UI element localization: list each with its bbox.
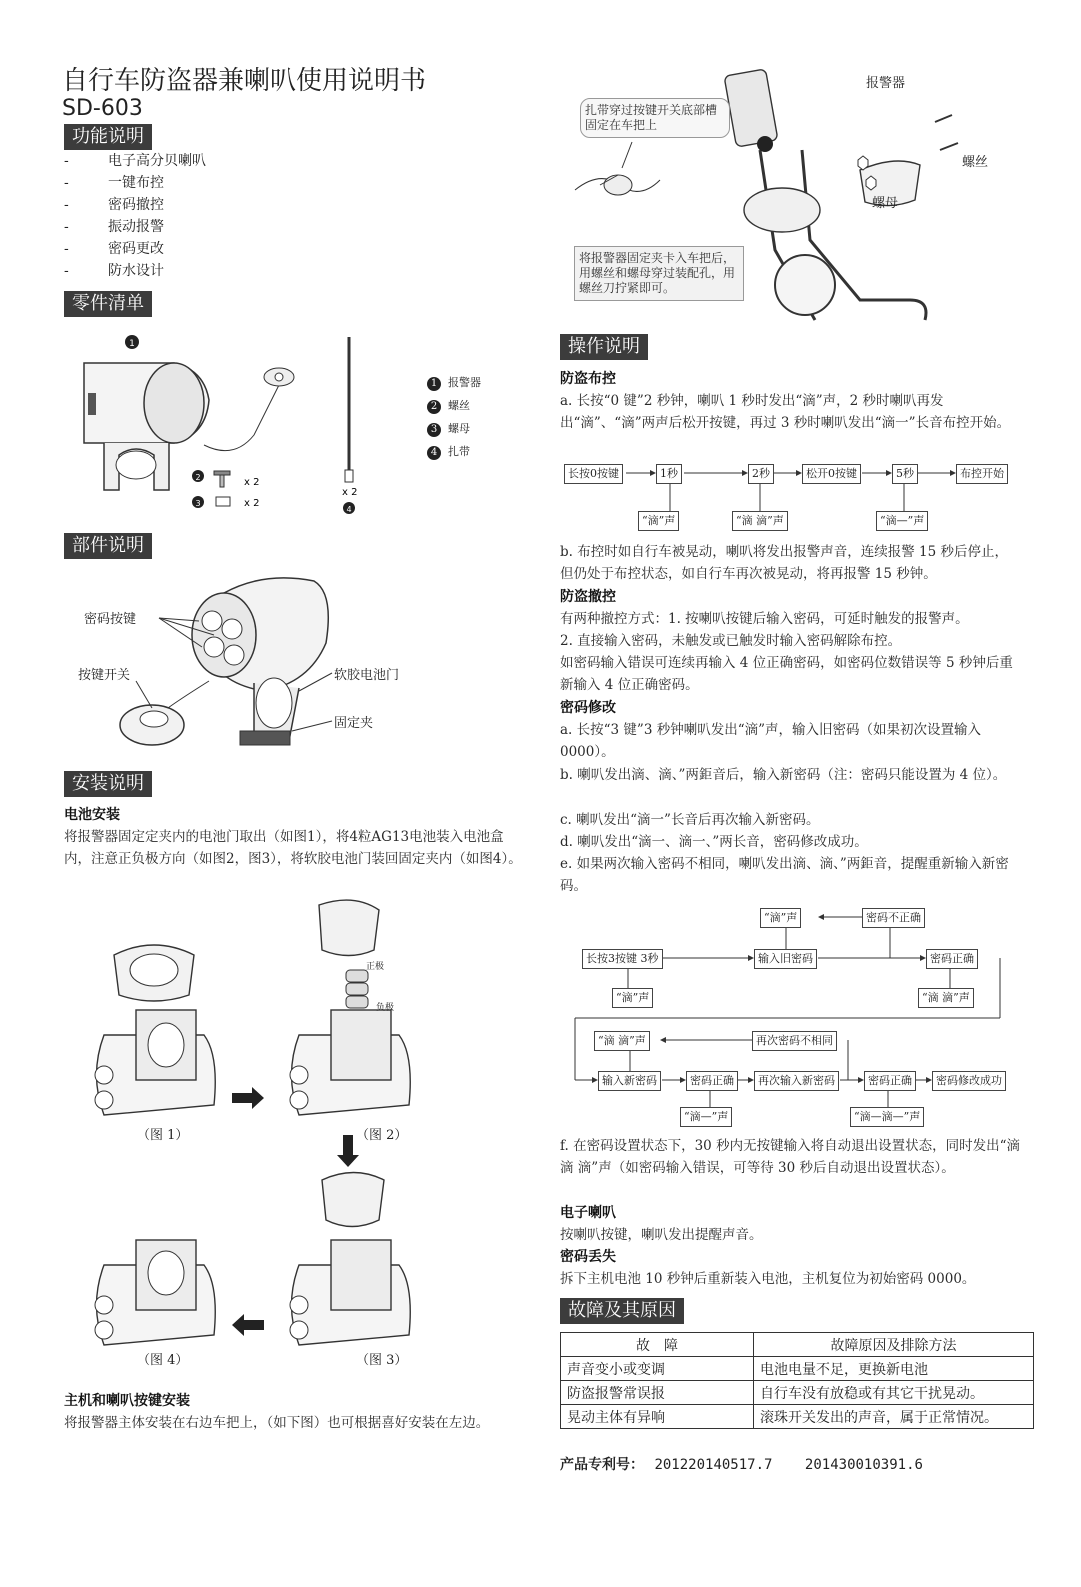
- svg-text:2: 2: [195, 473, 201, 482]
- label-negative: 负极: [376, 1003, 395, 1013]
- flow2-node: 输入新密码: [598, 1071, 661, 1091]
- model-number: SD-603: [62, 96, 143, 121]
- fig3-caption: （图 3）: [356, 1353, 408, 1368]
- battery-figures: [64, 895, 524, 1375]
- table-header: 故障原因及排除方法: [754, 1333, 1034, 1357]
- flow1-step: 2秒: [748, 464, 774, 484]
- legend-item: 1 报警器: [427, 371, 481, 394]
- feature-item: - 电子高分贝喇叭: [64, 153, 206, 169]
- table-cell: 晃动主体有异响: [561, 1405, 754, 1429]
- legend-item: 4 扎带: [427, 440, 481, 463]
- flow1-step: 松开0按键: [802, 464, 861, 484]
- flow2-node: “滴”声: [760, 908, 801, 928]
- arm-title: 防盗布控: [560, 371, 616, 387]
- svg-text:3: 3: [195, 499, 201, 508]
- disarm-text-2: 2. 直接输入密码，未触发或已触发时输入密码解除布控。: [560, 633, 902, 649]
- flow1-sound: “滴”声: [638, 511, 679, 531]
- label-clip: 固定夹: [334, 716, 374, 731]
- change-title: 密码修改: [560, 700, 616, 716]
- password-change-flowchart: [570, 902, 1020, 1132]
- lost-title: 密码丢失: [560, 1249, 616, 1265]
- fig2-caption: （图 2）: [356, 1128, 408, 1143]
- table-cell: 声音变小或变调: [561, 1357, 754, 1381]
- arm-text-b: b. 布控时如自行车被晃动，喇叭将发出报警声音，连续报警 15 秒后停止，但仍处于布控状态，如自行车再次被晃动，将再报警 15 秒钟。: [560, 544, 1008, 582]
- lost-text: 拆下主机电池 10 秒钟后重新装入电池，主机复位为初始密码 0000。: [560, 1271, 976, 1287]
- label-screw: 螺丝: [962, 155, 989, 170]
- svg-text:x 2: x 2: [244, 477, 260, 488]
- disarm-text-1: 有两种撤控方式：1. 按喇叭按键后输入密码，可延时触发的报警声。: [560, 611, 969, 627]
- trouble-table: [560, 1332, 1034, 1429]
- mount-note-clip: 将报警器固定夹卡入车把后，用螺丝和螺母穿过装配孔，用螺丝刀拧紧即可。: [574, 246, 744, 301]
- table-row: [561, 1381, 1034, 1405]
- svg-text:x 2: x 2: [244, 498, 260, 509]
- table-cell: 防盗报警常误报: [561, 1381, 754, 1405]
- mount-note-strap: 扎带穿过按键开关底部槽固定在车把上: [580, 98, 730, 138]
- horn-text: 按喇叭按键，喇叭发出提醒声音。: [560, 1227, 763, 1243]
- table-cell: 滚珠开关发出的声音，属于正常情况。: [754, 1405, 1034, 1429]
- table-cell: 电池电量不足，更换新电池: [754, 1357, 1034, 1381]
- flow1-step: 1秒: [656, 464, 682, 484]
- patent-number: 201430010391.6: [804, 1457, 923, 1473]
- patent-number: 201220140517.7: [654, 1457, 773, 1473]
- parts-illustration: [64, 325, 404, 525]
- label-password-keys: 密码按键: [84, 612, 137, 627]
- figure-1: [95, 945, 215, 1115]
- fig4-caption: （图 4）: [137, 1353, 189, 1368]
- feature-item: - 一键布控: [64, 175, 164, 191]
- disarm-title: 防盗撤控: [560, 589, 616, 605]
- change-text-b: b. 喇叭发出滴、滴、”两鉅音后，输入新密码（注：密码只能设置为 4 位）。: [560, 767, 1007, 783]
- battery-install-text: 将报警器固定定夹内的电池门取出（如图1），将4粒AG13电池装入电池盒内，注意正负极方向（如图2，图3），将软胶电池门装回固定夹内（如图4）。: [64, 829, 522, 867]
- change-text-d: d. 喇叭发出“滴一、滴一、”两长音，密码修改成功。: [560, 834, 868, 850]
- parts-legend: [427, 371, 481, 463]
- feature-item: - 密码更改: [64, 241, 164, 257]
- main-install-text: 将报警器主体安装在右边车把上，（如下图）也可根据喜好安装在左边。: [64, 1415, 490, 1431]
- flow2-node: 再次密码不相同: [752, 1031, 837, 1051]
- table-row: [561, 1405, 1034, 1429]
- section-parts-header: 零件清单: [64, 291, 152, 317]
- flow2-node: 密码正确: [686, 1071, 738, 1091]
- patent-label: 产品专利号：: [560, 1457, 644, 1473]
- flow1-step: 5秒: [892, 464, 918, 484]
- label-battery-door: 软胶电池门: [334, 668, 400, 683]
- label-key-switch: 按键开关: [78, 668, 131, 683]
- flow2-node: 再次输入新密码: [754, 1071, 839, 1091]
- patent-line: [560, 1454, 923, 1474]
- flow1-step: 布控开始: [956, 464, 1008, 484]
- section-components-header: 部件说明: [64, 533, 152, 559]
- flow2-node: “滴—滴—”声: [850, 1107, 924, 1127]
- flow2-node: 输入旧密码: [754, 949, 817, 969]
- label-alarm: 报警器: [866, 76, 906, 91]
- table-header: 故 障: [561, 1333, 754, 1357]
- flow2-node: 密码修改成功: [932, 1071, 1006, 1091]
- flow1-step: 长按0按键: [564, 464, 623, 484]
- label-nut: 螺母: [872, 196, 899, 211]
- change-text-e: e. 如果两次输入密码不相同，喇叭发出滴、滴、”两鉅音，提醒重新输入新密码。: [560, 856, 1009, 894]
- disarm-text-3: 如密码输入错误可连续再输入 4 位正确密码，如密码位数错误等 5 秒钟后重新输入 4 位正确密码。: [560, 655, 1013, 693]
- svg-text:x 2: x 2: [342, 487, 358, 498]
- flow1-sound: “滴 滴”声: [732, 511, 788, 531]
- features-list: [64, 150, 206, 282]
- legend-item: 3 螺母: [427, 417, 481, 440]
- feature-item: - 振动报警: [64, 219, 164, 235]
- table-cell: 自行车没有放稳或有其它干扰晃动。: [754, 1381, 1034, 1405]
- feature-item: - 防水设计: [64, 263, 164, 279]
- flow2-node: “滴 滴”声: [594, 1031, 650, 1051]
- table-header-row: [561, 1333, 1034, 1357]
- components-illustration: [64, 563, 444, 763]
- section-trouble-header: 故障及其原因: [560, 1298, 684, 1324]
- arm-flowchart: [560, 456, 1020, 536]
- section-operation-header: 操作说明: [560, 334, 648, 360]
- main-install-title: 主机和喇叭按键安装: [64, 1393, 190, 1409]
- legend-item: 2 螺丝: [427, 394, 481, 417]
- arm-text-a: a. 长按“0 键”2 秒钟，喇叭 1 秒时发出“滴”声，2 秒时喇叭再发出“滴”、“滴”两声后松开按键，再过 3 秒时喇叭发出“滴一”长音布控开始。: [560, 393, 1011, 431]
- section-features-header: 功能说明: [64, 124, 152, 150]
- page-title: 自行车防盗器兼喇叭使用说明书: [62, 66, 427, 96]
- change-text-a: a. 长按“3 键”3 秒钟喇叭发出“滴”声，输入旧密码（如果初次设置输入 0000）。: [560, 722, 981, 760]
- label-positive: 正极: [366, 962, 385, 972]
- feature-item: - 密码撤控: [64, 197, 164, 213]
- battery-install-title: 电池安装: [64, 807, 120, 823]
- figure-3: [290, 1173, 410, 1346]
- figure-4: [95, 1240, 215, 1345]
- change-text-f: f. 在密码设置状态下，30 秒内无按键输入将自动退出设置状态，同时发出“滴 滴 滴”声（如密码输入错误，可等待 30 秒后自动退出设置状态）。: [560, 1138, 1020, 1176]
- svg-text:4: 4: [346, 505, 352, 514]
- flow2-node: 密码不正确: [862, 908, 925, 928]
- flow2-node: 密码正确: [926, 949, 978, 969]
- flow2-node: 密码正确: [864, 1071, 916, 1091]
- svg-text:1: 1: [129, 339, 135, 349]
- flow2-node: 长按3按键 3秒: [582, 949, 663, 969]
- table-row: [561, 1357, 1034, 1381]
- section-install-header: 安装说明: [64, 771, 152, 797]
- flow2-node: “滴—”声: [680, 1107, 732, 1127]
- flow2-node: “滴”声: [612, 988, 653, 1008]
- change-text-c: c. 喇叭发出“滴一”长音后再次输入新密码。: [560, 812, 820, 828]
- fig1-caption: （图 1）: [137, 1128, 189, 1143]
- horn-title: 电子喇叭: [560, 1205, 616, 1221]
- flow1-sound: “滴—”声: [876, 511, 928, 531]
- flow2-node: “滴 滴”声: [918, 988, 974, 1008]
